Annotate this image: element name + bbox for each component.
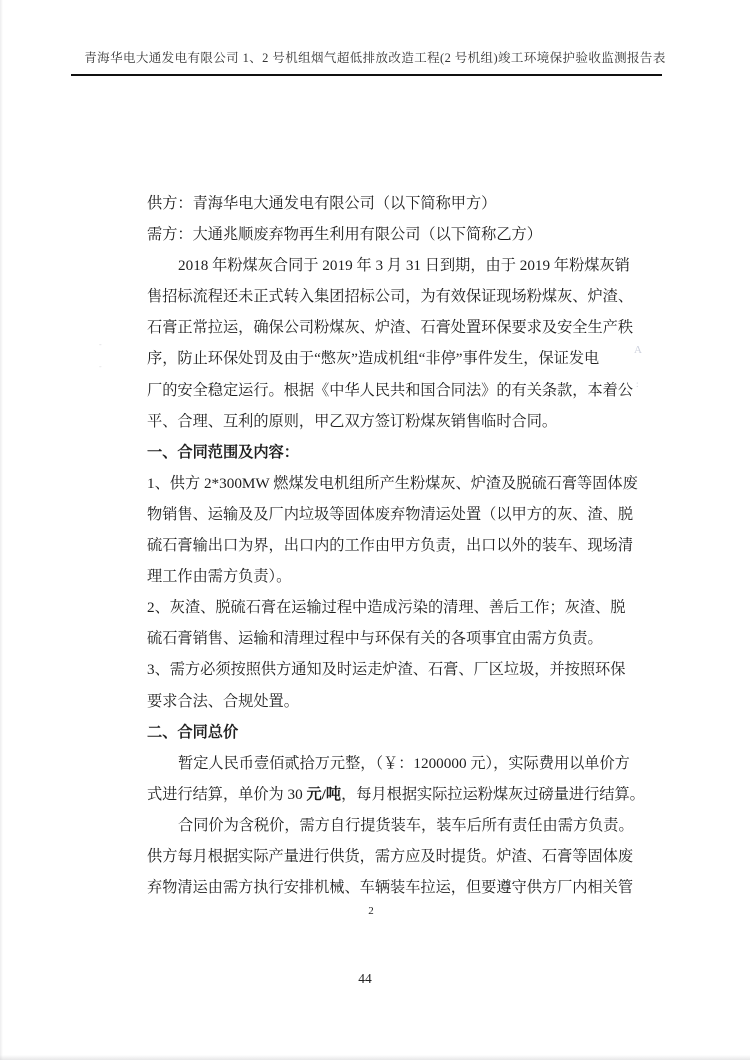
text-line (147, 872, 633, 903)
text-line (147, 748, 630, 779)
text-line (147, 623, 617, 654)
text-line (147, 312, 633, 343)
scan-artifact: A (634, 344, 642, 356)
document-header-title: 青海华电大通发电有限公司 1、2 号机组烟气超低排放改造工程(2 号机组)竣工环境保护验收监测报告表 (84, 51, 666, 65)
text-segment: 序，防止环保处罚及由于“憋灰”造成机组“非停”事件发生，保证发电 (147, 350, 600, 368)
scan-artifact: - (99, 362, 102, 371)
contract-body-text (147, 188, 645, 903)
text-segment: 平、合理、互利的原则，甲乙双方签订粉煤灰销售临时合同。 (147, 412, 558, 430)
text-line (147, 375, 633, 406)
text-segment: 理工作由需方负责）。 (147, 568, 292, 586)
scan-artifact: : (636, 379, 639, 389)
text-line (147, 406, 617, 437)
text-segment: 合同价为含税价，需方自行提货装车，装车后所有责任由需方负责。 (178, 816, 634, 834)
text-line (147, 437, 617, 468)
page-number: 44 (358, 971, 372, 986)
text-segment: 暂定人民币壹佰贰拾万元整，（￥：1200000 元），实际费用以单价方 (178, 754, 630, 772)
text-segment: 3、需方必须按照供方通知及时运走炉渣、石膏、厂区垃圾，并按照环保 (147, 661, 626, 679)
text-line (147, 250, 630, 281)
text-line (147, 717, 617, 748)
text-line (147, 592, 626, 623)
text-segment: 2018 年粉煤灰合同于 2019 年 3 月 31 日到期，由于 2019 年粉煤灰销 (178, 257, 630, 275)
scan-artifact: - (99, 340, 102, 349)
text-line (147, 779, 645, 810)
text-segment: 石膏正常拉运，确保公司粉煤灰、炉渣、石膏处置环保要求及安全生产秩 (147, 319, 633, 337)
text-segment: 售招标流程还未正式转入集团招标公司，为有效保证现场粉煤灰、炉渣、 (147, 288, 633, 306)
text-segment: 需方：大通兆顺废弃物再生利用有限公司（以下简称乙方） (147, 226, 542, 244)
text-segment: 一、合同范围及内容： (147, 443, 299, 461)
text-line (147, 468, 638, 499)
text-line (147, 343, 617, 374)
text-line (147, 499, 633, 530)
text-line (147, 530, 633, 561)
text-segment: 厂的安全稳定运行。根据《中华人民共和国合同法》的有关条款，本着公 (147, 381, 633, 399)
text-segment: 要求合法、合规处置。 (147, 692, 299, 710)
text-segment: ，每月根据实际拉运粉煤灰过磅量进行结算。 (341, 785, 645, 803)
text-segment: 弃物清运由需方执行安排机械、车辆装车拉运，但要遵守供方厂内相关管 (147, 879, 633, 897)
text-segment: 供方每月根据实际产量进行供货，需方应及时提货。炉渣、石膏等固体废 (147, 847, 633, 865)
text-line (147, 686, 617, 717)
inner-page-number: 2 (368, 905, 374, 917)
text-segment: 硫石膏输出口为界，出口内的工作由甲方负责，出口以外的装车、现场清 (147, 537, 633, 555)
text-line (147, 841, 633, 872)
text-segment: 物销售、运输及及厂内垃圾等固体废弃物清运处置（以甲方的灰、渣、脱 (147, 505, 633, 523)
scan-edge-bottom (0, 1055, 750, 1060)
text-segment: 式进行结算，单价为 30 (147, 785, 307, 803)
text-segment: 供方：青海华电大通发电有限公司（以下简称甲方） (147, 195, 497, 212)
text-segment: 元/吨 (306, 785, 342, 803)
text-line (147, 561, 617, 592)
scan-edge-left (0, 0, 3, 1060)
text-segment: 1、供方 2*300MW 燃煤发电机组所产生粉煤灰、炉渣及脱硫石膏等固体废 (147, 474, 638, 492)
header-rule-divider (71, 74, 662, 76)
text-line (147, 219, 617, 250)
text-segment: 二、合同总价 (147, 723, 239, 741)
text-segment: 2、灰渣、脱硫石膏在运输过程中造成污染的清理、善后工作；灰渣、脱 (147, 599, 626, 617)
text-line (147, 654, 626, 685)
text-line (147, 810, 634, 841)
text-line (147, 188, 617, 219)
text-segment: 硫石膏销售、运输和清理过程中与环保有关的各项事宜由需方负责。 (147, 630, 603, 648)
text-line (147, 281, 633, 312)
